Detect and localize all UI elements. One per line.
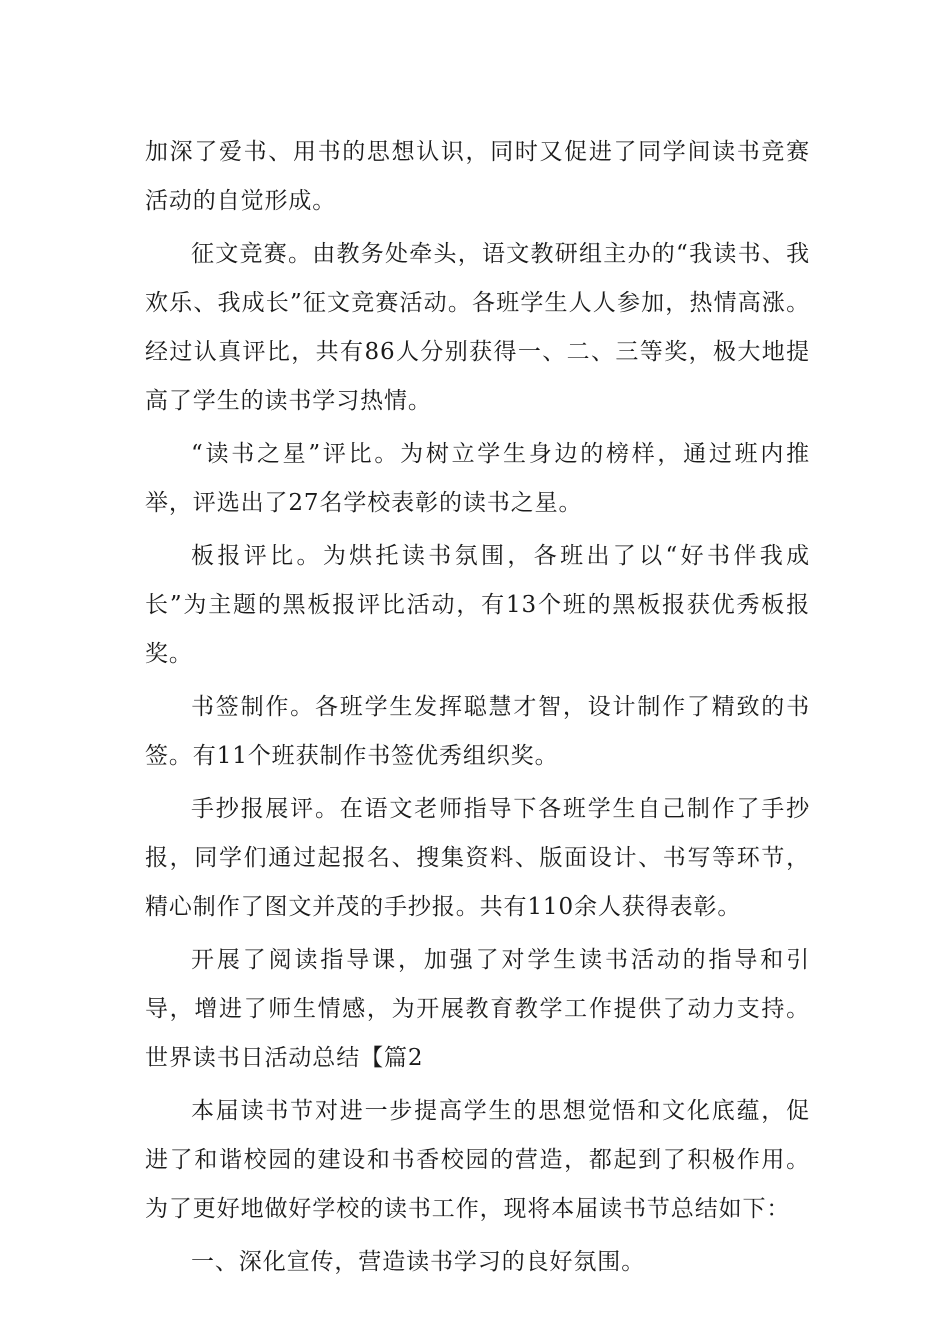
paragraph-bookmark-making: 书签制作。各班学生发挥聪慧才智，设计制作了精致的书签。有11个班获制作书签优秀组织奖。: [145, 694, 810, 769]
paragraph-essay-contest: 征文竞赛。由教务处牵头，语文教研组主办的“我读书、我欢乐、我成长”征文竞赛活动。各班学生人人参加，热情高涨。经过认真评比，共有86人分别获得一、二、三等奖，极大地提高了学生的读书学习热情。: [145, 241, 810, 414]
document-body: [145, 128, 810, 1287]
paragraph-reading-star: “读书之星”评比。为树立学生身边的榜样，通过班内推举，评选出了27名学校表彰的读书之星。: [145, 441, 810, 516]
paragraph-handwritten-newspaper: 手抄报展评。在语文老师指导下各班学生自己制作了手抄报，同学们通过起报名、搜集资料、版面设计、书写等环节，精心制作了图文并茂的手抄报。共有110余人获得表彰。: [145, 796, 810, 920]
section-heading-1: 一、深化宣传，营造读书学习的良好氛围。: [191, 1249, 646, 1275]
paragraph-blackboard-contest: 板报评比。为烘托读书氛围，各班出了以“好书伴我成长”为主题的黑板报评比活动，有13个班的黑板报获优秀板报奖。: [145, 543, 810, 667]
paragraph-reading-guidance: 开展了阅读指导课，加强了对学生读书活动的指导和引导，增进了师生情感，为开展教育教学工作提供了动力支持。世界读书日活动总结【篇2: [145, 947, 810, 1071]
paragraph-reading-festival-summary: 本届读书节对进一步提高学生的思想觉悟和文化底蕴，促进了和谐校园的建设和书香校园的营造，都起到了积极作用。为了更好地做好学校的读书工作，现将本届读书节总结如下：: [145, 1098, 810, 1222]
paragraph-continuation: 加深了爱书、用书的思想认识，同时又促进了同学间读书竞赛活动的自觉形成。: [145, 139, 810, 214]
